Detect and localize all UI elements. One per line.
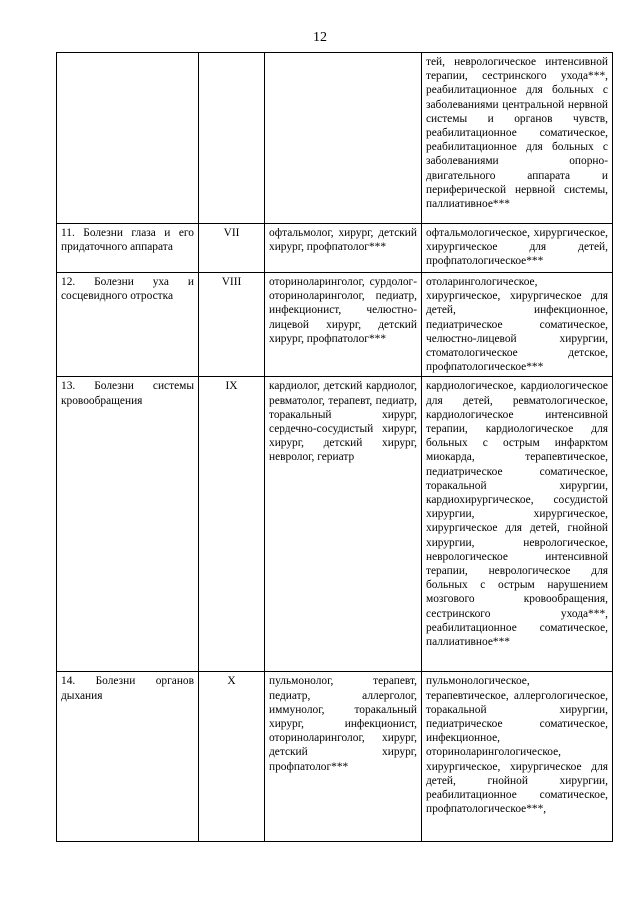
table-row <box>57 273 613 377</box>
profiles-text: тей, неврологическое интенсивной терапии, сестринского ухода***, реабилитационное для больных с заболеваниями центральной нервной системы и органов чувств, реабилитационное соматическое, реабилитационное для больных с заболеваниями опорно-двигательного аппарата и периферической нервной системы, паллиативное*** <box>426 56 608 211</box>
table-row <box>57 53 613 224</box>
specialists-cell <box>265 53 422 224</box>
disease-cell <box>57 224 199 273</box>
table-row <box>57 377 613 672</box>
disease-text: 14. Болезни органов дыхания <box>61 675 194 702</box>
specialists-text: оториноларинголог, сурдолог-оториноларинголог, педиатр, инфекционист, челюстно-лицевой хирург, детский хирург, профпатолог*** <box>269 276 417 345</box>
disease-cell <box>57 377 199 672</box>
specialists-cell <box>265 273 422 377</box>
specialists-text: офтальмолог, хирург, детский хирург, профпатолог*** <box>269 227 417 254</box>
table-row <box>57 224 613 273</box>
profiles-text: отоларингологическое, хирургическое, хирургическое для детей, инфекционное, педиатрическое соматическое, челюстно-лицевой хирургии, стоматологическое детское, профпатологическое*** <box>426 276 608 374</box>
disease-cell <box>57 273 199 377</box>
page-number: 12 <box>313 30 327 45</box>
disease-text: 12. Болезни уха и сосцевидного отростка <box>61 276 194 303</box>
profiles-cell <box>422 273 613 377</box>
specialists-cell <box>265 377 422 672</box>
profiles-cell <box>422 224 613 273</box>
profiles-cell <box>422 672 613 842</box>
specialists-text: пульмонолог, терапевт, педиатр, аллерголог, иммунолог, торакальный хирург, инфекционист, оториноларинголог, хирург, детский хирург, профпатолог*** <box>269 675 417 773</box>
code-cell <box>199 672 265 842</box>
profiles-cell <box>422 377 613 672</box>
profiles-cell <box>422 53 613 224</box>
code-cell <box>199 377 265 672</box>
specialists-cell <box>265 672 422 842</box>
disease-cell <box>57 53 199 224</box>
code-text: X <box>227 675 236 688</box>
table-row <box>57 672 613 842</box>
disease-profile-table <box>56 52 613 842</box>
profiles-text: офтальмологическое, хирургическое, хирургическое для детей, профпатологическое*** <box>426 227 608 268</box>
disease-text: 13. Болезни системы кровообращения <box>61 380 194 407</box>
specialists-text: кардиолог, детский кардиолог, ревматолог, терапевт, педиатр, торакальный хирург, сердечно-сосудистый хирург, хирург, детский хирург, невролог, гериатр <box>269 380 417 464</box>
disease-text: 11. Болезни глаза и его придаточного аппарата <box>61 227 194 254</box>
code-text: IX <box>225 380 238 393</box>
profiles-text: пульмонологическое, терапевтическое, аллергологическое, торакальной хирургии, педиатрическое соматическое, инфекционное, оториноларингологическое, хирургическое, хирургическое для детей, гнойной хирургии, реабилитационное соматическое, профпатологическое***, <box>426 675 608 816</box>
code-cell <box>199 53 265 224</box>
code-cell <box>199 273 265 377</box>
profiles-text: кардиологическое, кардиологическое для детей, ревматологическое, кардиологическое интенсивной терапии, кардиологическое для больных с острым инфарктом миокарда, терапевтическое, педиатрическое соматическое, торакальной хирургии, кардиохирургическое, сосудистой хирургии, хирургическое, хирургическое для детей, гнойной хирургии, неврологическое, неврологическое интенсивной терапии, неврологическое для больных с острым нарушением мозгового кровообращения, сестринского ухода***, реабилитационное соматическое, паллиативное*** <box>426 380 608 649</box>
code-cell <box>199 224 265 273</box>
code-text: VII <box>223 227 240 239</box>
specialists-cell <box>265 224 422 273</box>
code-text: VIII <box>221 276 242 288</box>
disease-cell <box>57 672 199 842</box>
